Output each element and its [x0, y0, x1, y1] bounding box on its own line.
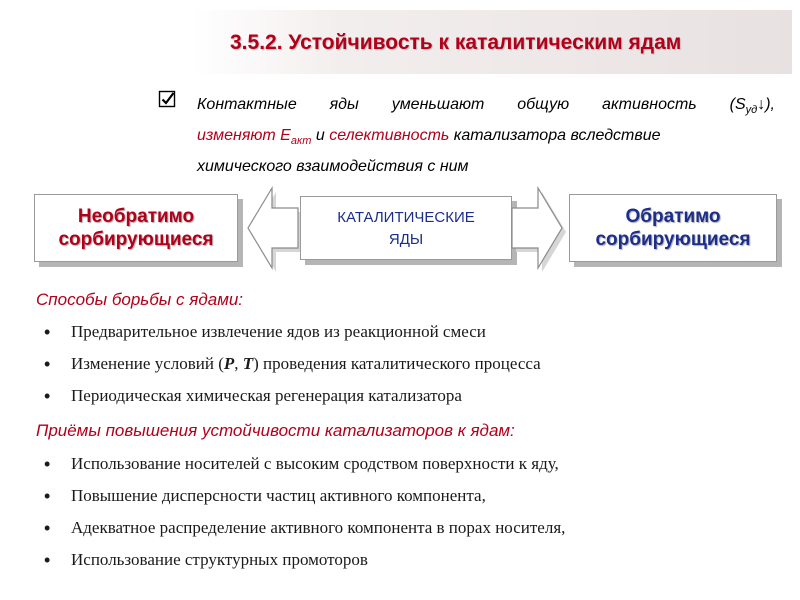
box-text-line: КАТАЛИТИЧЕСКИЕ — [337, 209, 475, 226]
list-item: • Использование носителей с высоким сродством поверхности к яду, — [44, 448, 565, 480]
reversible-box — [569, 194, 777, 262]
intro-line-1 — [197, 92, 775, 123]
slide-title: 3.5.2. Устойчивость к каталитическим ядам — [230, 31, 682, 54]
list-item: • Повышение дисперсности частиц активного компонента, — [44, 480, 565, 512]
checkbox-checked-icon — [158, 90, 176, 108]
intro-line-3: химического взаимодействия с ним — [197, 158, 469, 176]
box-text-line: сорбирующиеся — [58, 229, 214, 250]
intro-punct: ), — [765, 96, 775, 113]
intro-text-fragment: и — [311, 127, 330, 145]
box-text-line: Обратимо — [625, 206, 721, 227]
section-heading-poison-control: Способы борьбы с ядами: — [36, 290, 244, 309]
reversible-label — [570, 205, 776, 251]
intro-red-text: селективность — [329, 127, 450, 145]
arrow-right-icon — [510, 182, 570, 274]
poisons-box — [300, 196, 512, 260]
resistance-list — [44, 448, 565, 576]
intro-word: уменьшают — [391, 96, 485, 113]
intro-word: общую — [517, 96, 570, 113]
list-item: • Использование структурных промоторов — [44, 544, 565, 576]
intro-text — [197, 92, 775, 180]
down-arrow-icon: ↓ — [757, 96, 766, 113]
poisons-label — [301, 207, 511, 251]
box-text-line: Необратимо — [77, 206, 195, 227]
box-text-line: ЯДЫ — [388, 231, 424, 248]
list-item: • Предварительное извлечение ядов из реакционной смеси — [44, 316, 541, 348]
irreversible-box — [34, 194, 238, 262]
irreversible-label — [35, 205, 237, 251]
intro-red-text: изменяют E — [197, 127, 291, 145]
intro-text-fragment: катализатора вследствие — [449, 127, 661, 145]
intro-line-2 — [197, 123, 775, 154]
intro-formula: $(S_{уд}↓)$, — [729, 96, 775, 117]
intro-word: активность — [602, 96, 697, 113]
subscript: акт — [290, 135, 312, 148]
section-heading-resistance: Приёмы повышения устойчивости катализаторов к ядам: — [36, 421, 515, 440]
list-item: • Периодическая химическая регенерация катализатора — [44, 380, 541, 412]
list-item: • Изменение условий (P, T) проведения каталитического процесса — [44, 348, 541, 380]
arrow-left-icon — [242, 182, 300, 274]
list-item: • Адекватное распределение активного компонента в порах носителя, — [44, 512, 565, 544]
poison-control-list — [44, 316, 541, 412]
subscript: уд — [745, 104, 758, 117]
intro-word: Контактные — [197, 96, 297, 113]
intro-word: яды — [329, 96, 359, 113]
box-text-line: сорбирующиеся — [595, 229, 751, 250]
